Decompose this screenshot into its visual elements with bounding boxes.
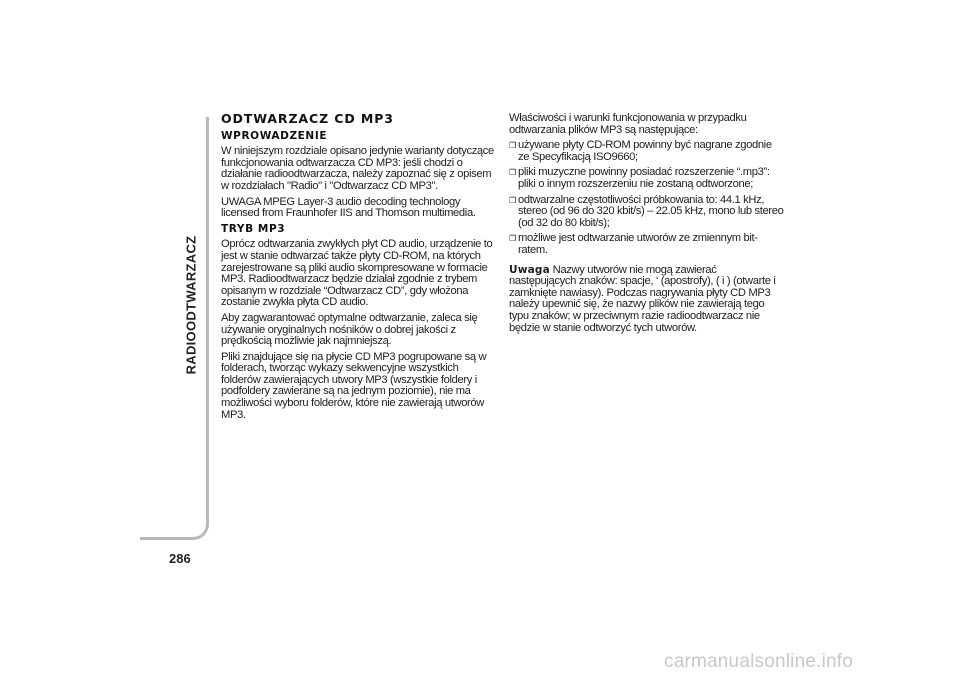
intro-heading: WPROWADZENIE: [221, 129, 328, 142]
checkbox-bullet-icon: ❒: [509, 195, 516, 205]
page-number: 286: [169, 551, 191, 566]
mode-heading: TRYB MP3: [221, 222, 286, 235]
chapter-side-label: RADIOODTWARZACZ: [183, 235, 199, 375]
section-title: ODTWARZACZ CD MP3: [221, 111, 394, 126]
left-column: [221, 113, 494, 425]
margin-bracket: [140, 117, 209, 540]
note-text: Nazwy utworów nie mogą zawierać następujących znaków: spacje, ‘ (apostrofy), ( i ) (otwarte i zamknięte nawiasy). Podczas nagrywania płyty CD MP3 należy upewnić się, że nazwy plików nie zawierają tego typu znaków; w przeciwnym razie radioodtwarzacz nie będzie w stanie odtworzyć tych utworów.: [509, 263, 776, 334]
right-column: [509, 113, 784, 338]
intro-paragraph-1: W niniejszym rozdziale opisano jedynie warianty dotyczące funkcjonowania odtwarzacza CD MP3: jeśli chodzi o działanie radioodtwarzacza, należy zapoznać się z opisem w rozdziałach "Radio" i "Odtwarzacz CD MP3".: [221, 145, 494, 192]
list-item: ❒ używane płyty CD-ROM powinny być nagrane zgodnie ze Specyfikacją ISO9660;: [509, 139, 772, 163]
list-item: ❒ pliki muzyczne powinny posiadać rozszerzenie “.mp3”: pliki o innym rozszerzeniu nie zostaną odtworzone;: [509, 166, 770, 190]
intro-paragraph-2: UWAGA MPEG Layer-3 audio decoding technology licensed from Fraunhofer IIS and Thomson multimedia.: [221, 195, 476, 220]
note-label: Uwaga: [509, 263, 550, 276]
mode-paragraph-3: Pliki znajdujące się na płycie CD MP3 pogrupowane są w folderach, tworząc wykazy sekwencyjne wszystkich folderów zawierających utwory MP3 (wszystkie foldery i podfoldery zawierane są na jednym poziomie), nie ma możliwości wyboru folderów, które nie zawierają utworów MP3.: [221, 350, 487, 421]
watermark: carmanualsonline.info: [664, 651, 854, 672]
mode-paragraph-1: Oprócz odtwarzania zwykłych płyt CD audio, urządzenie to jest w stanie odtwarzać także płyty CD-ROM, na których zarejestrowane są pliki audio skompresowane w formacie MP3. Radioodtwarzacz będzie działał zgodnie z trybem opisanym w rozdziale “Odtwarzacz CD”, gdy włożona zostanie zwykła płyta CD audio.: [221, 238, 493, 309]
checkbox-bullet-icon: ❒: [509, 141, 516, 151]
checkbox-bullet-icon: ❒: [509, 234, 516, 244]
conditions-intro: Właściwości i warunki funkcjonowania w przypadku odtwarzania plików MP3 są następujące:: [509, 112, 747, 136]
list-item: ❒ odtwarzalne częstotliwości próbkowania to: 44.1 kHz, stereo (od 96 do 320 kbit/s) – 22.05 kHz, mono lub stereo (od 32 do 80 kbit/s);: [509, 193, 784, 229]
checkbox-bullet-icon: ❒: [509, 168, 516, 178]
conditions-list: [509, 140, 784, 256]
note-paragraph: [509, 265, 784, 335]
list-item: ❒ możliwe jest odtwarzanie utworów ze zmiennym bit-ratem.: [509, 232, 758, 256]
mode-paragraph-2: Aby zagwarantować optymalne odtwarzanie, zaleca się używanie oryginalnych nośników o dobrej jakości z prędkością możliwie jak najmniejszą.: [221, 311, 478, 348]
